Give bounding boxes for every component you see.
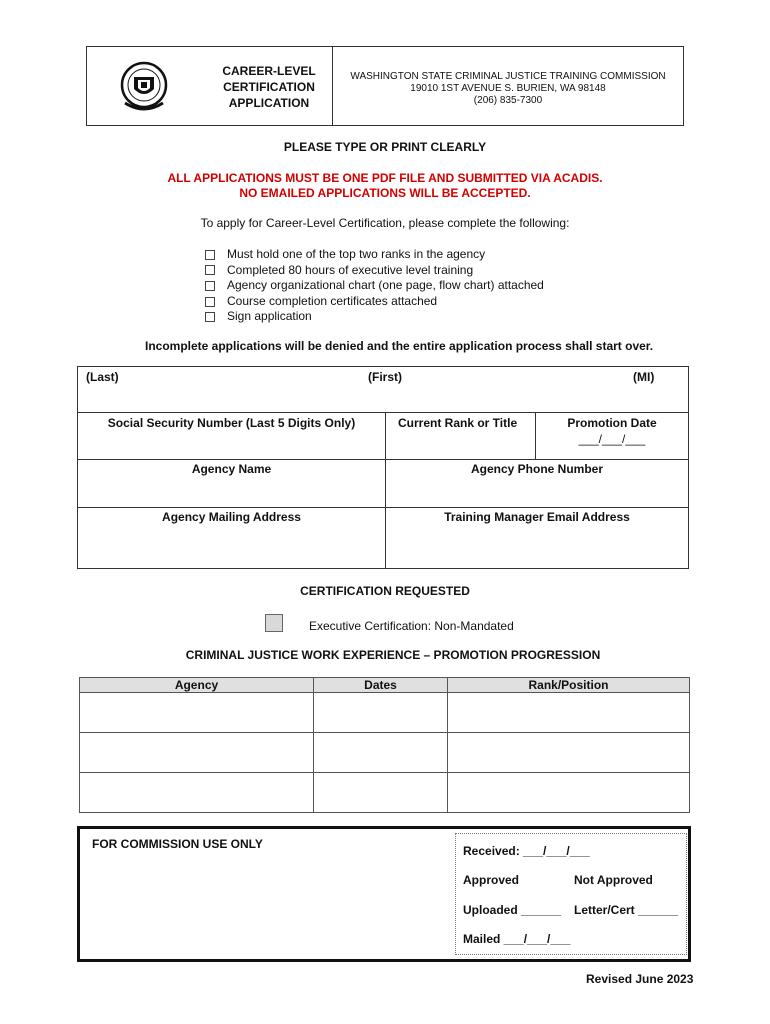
mailed-field: Mailed ___/___/___ — [463, 932, 571, 946]
column-header-dates: Dates — [314, 678, 448, 693]
incomplete-warning: Incomplete applications will be denied and the entire application process shall start over. — [145, 339, 654, 353]
dates-cell[interactable] — [314, 693, 448, 733]
agency-phone-field[interactable]: Agency Phone Number — [386, 460, 688, 508]
form-title: CAREER-LEVEL CERTIFICATION APPLICATION — [222, 64, 316, 110]
training-manager-email-field[interactable]: Training Manager Email Address — [444, 510, 630, 524]
work-experience-heading: CRIMINAL JUSTICE WORK EXPERIENCE – PROMOTION PROGRESSION — [185, 648, 601, 662]
uploaded-field: Uploaded ______ — [463, 903, 562, 917]
certification-heading: CERTIFICATION REQUESTED — [300, 584, 470, 598]
agency-cell[interactable] — [80, 733, 314, 773]
table-row — [80, 693, 690, 733]
checklist-item: Agency organizational chart (one page, flow chart) attached — [205, 278, 544, 294]
column-header-agency: Agency — [80, 678, 314, 693]
dates-cell[interactable] — [314, 733, 448, 773]
type-print-notice: PLEASE TYPE OR PRINT CLEARLY — [283, 140, 487, 154]
checkbox-icon[interactable] — [205, 297, 215, 307]
checkbox-icon[interactable] — [205, 281, 215, 291]
table-row — [80, 773, 690, 813]
checklist-item: Completed 80 hours of executive level training — [205, 263, 544, 279]
commission-status-panel — [455, 833, 687, 955]
revised-date: Revised June 2023 — [586, 972, 694, 986]
checklist-item: Course completion certificates attached — [205, 294, 544, 310]
commission-seal-logo — [87, 47, 209, 125]
table-row — [80, 733, 690, 773]
commission-address: WASHINGTON STATE CRIMINAL JUSTICE TRAINING COMMISSION 19010 1ST AVENUE S. BURIEN, WA 98148 (206) 835-7300 — [332, 47, 683, 125]
promotion-date-field[interactable]: Promotion Date ___/___/___ — [536, 413, 688, 460]
checkbox-icon[interactable] — [205, 250, 215, 260]
header-box — [86, 46, 684, 126]
work-experience-table — [79, 677, 690, 813]
checklist-item: Sign application — [205, 309, 544, 325]
agency-cell[interactable] — [80, 693, 314, 733]
rank-cell[interactable] — [448, 693, 690, 733]
applicant-info-grid — [77, 366, 689, 569]
approved-label: Approved — [463, 873, 520, 887]
received-field: Received: ___/___/___ — [463, 844, 590, 858]
commission-use-box — [77, 826, 691, 962]
rank-cell[interactable] — [448, 773, 690, 813]
dates-cell[interactable] — [314, 773, 448, 813]
mailing-address-field[interactable]: Agency Mailing Address — [78, 508, 386, 568]
executive-certification-label: Executive Certification: Non-Mandated — [309, 619, 514, 633]
checklist-item: Must hold one of the top two ranks in the agency — [205, 247, 544, 263]
requirements-checklist — [205, 247, 544, 325]
ssn-field[interactable]: Social Security Number (Last 5 Digits Only) — [78, 413, 386, 460]
letter-cert-field: Letter/Cert ______ — [574, 903, 679, 917]
commission-use-label: FOR COMMISSION USE ONLY — [92, 837, 263, 851]
checkbox-icon[interactable] — [205, 265, 215, 275]
agency-cell[interactable] — [80, 773, 314, 813]
column-header-rank: Rank/Position — [448, 678, 690, 693]
email-notice: NO EMAILED APPLICATIONS WILL BE ACCEPTED. — [239, 186, 531, 200]
name-field[interactable]: (Last) (First) (MI) — [78, 367, 688, 413]
agency-name-field[interactable]: Agency Name — [78, 460, 386, 508]
rank-cell[interactable] — [448, 733, 690, 773]
intro-text: To apply for Career-Level Certification, please complete the following: — [200, 216, 570, 230]
pdf-notice: ALL APPLICATIONS MUST BE ONE PDF FILE AND SUBMITTED VIA ACADIS. — [167, 171, 603, 185]
not-approved-label: Not Approved — [574, 873, 653, 887]
executive-certification-checkbox[interactable] — [265, 614, 283, 632]
rank-field[interactable]: Current Rank or Title — [386, 413, 536, 460]
checkbox-icon[interactable] — [205, 312, 215, 322]
